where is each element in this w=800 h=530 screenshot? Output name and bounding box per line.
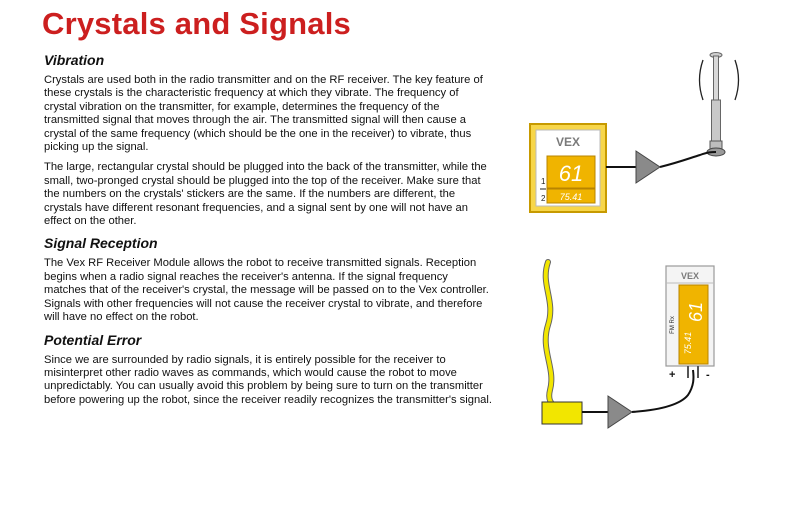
- crystal-frequency-label: 75.41: [683, 331, 693, 355]
- transmitter-crystal: [530, 124, 606, 212]
- crystal-brand-label: VEX: [555, 135, 581, 149]
- section-heading: Signal Reception: [44, 235, 158, 252]
- receiver-signal-path: [582, 370, 693, 428]
- paragraph: The large, rectangular crystal should be plugged into the back of the transmitter, while the small, two-pronged crystal should be plugged into the top of the receiver. Make sure that the numbers on the crystals' stickers are the same. If the numbers are different, the crystals have different resonant frequencies, and a signal sent by one will not have an effect on the other.: [44, 161, 487, 228]
- crystal-side-label-bottom: 2: [541, 194, 546, 203]
- section-heading: Potential Error: [44, 331, 142, 348]
- receiver-antenna-wire: [542, 262, 582, 424]
- crystal-channel-label: 61: [686, 301, 706, 323]
- paragraph: Since we are surrounded by radio signals, it is entirely possible for the receiver to misinterpret other radio waves as commands, which would cause the robot to move unpredictably. You can usually avoid this problem by being sure to turn on the transmitter before powering up the robot, since the receiver readily recognizes the transmitter's signal.: [44, 353, 493, 406]
- paragraph: Crystals are used both in the radio transmitter and on the RF receiver. The key feature of these crystals is the characteristic frequency at which they vibrate. The frequency of crystal vibration on the transmitter, for example, determines the frequency of the transmitted signal that moves through the air. The transmitted signal will then cause a crystal of the same frequency (which should be the one in the receiver) to vibrate, thus picking up the signal.: [44, 74, 483, 154]
- pin-plus-label: +: [669, 369, 676, 381]
- receiver-crystal: [666, 266, 714, 381]
- crystal-channel-label: 61: [558, 161, 584, 186]
- transmitter-antenna: [707, 53, 725, 157]
- page-title: Crystals and Signals: [42, 6, 351, 41]
- transmitter-signal-path: [606, 151, 716, 183]
- amplifier-icon: [608, 396, 632, 428]
- amplifier-icon: [636, 151, 660, 183]
- section-heading: Vibration: [44, 52, 105, 68]
- paragraph: The Vex RF Receiver Module allows the robot to receive transmitted signals. Reception begins when a radio signal reaches the receiver's antenna. If the signal frequency matches that of the receiver's crystal, the message will be passed on to the Vex controller. Signals with other frequencies will not cause the receiver crystal to vibrate, and therefore will have no effect on the robot.: [44, 257, 489, 324]
- pin-minus-label: -: [706, 369, 710, 381]
- crystal-frequency-label: 75.41: [559, 192, 583, 202]
- crystal-side-label-top: 1: [541, 177, 546, 186]
- crystal-brand-label: VEX: [680, 271, 700, 281]
- crystal-side-label: FM Rx: [670, 316, 676, 334]
